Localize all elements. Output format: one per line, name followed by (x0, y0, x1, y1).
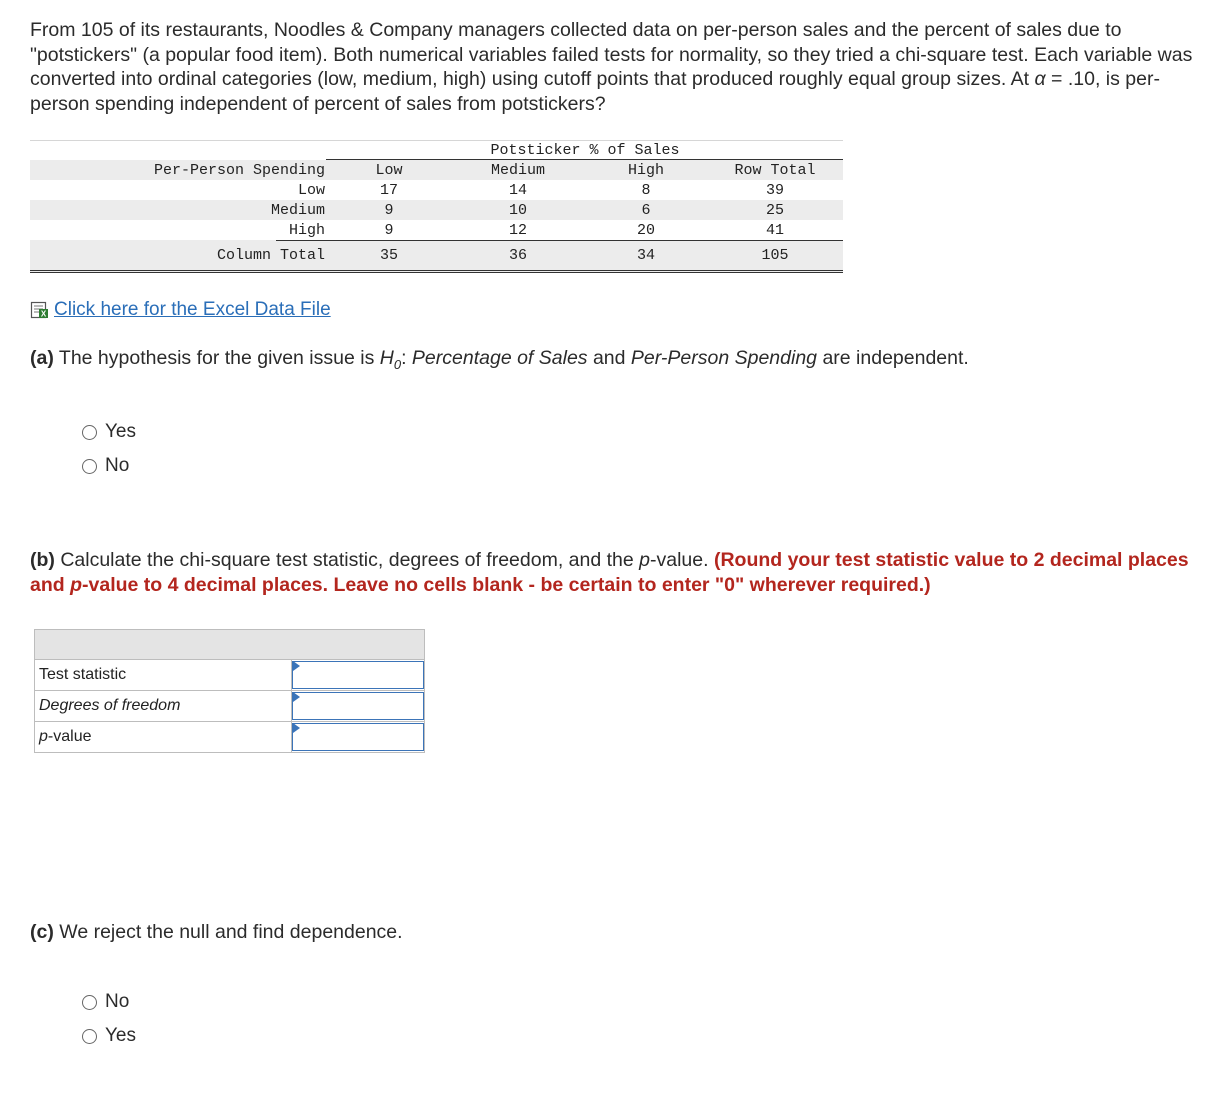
variable-2: Per-Person Spending (630, 347, 818, 369)
table-group-header-row (30, 140, 843, 160)
input-flag-icon (293, 723, 300, 733)
part-b-text-1: Calculate the chi-square test statistic, degrees of freedom, and the (54, 549, 640, 571)
answer-table (34, 629, 425, 753)
table-top-divider (30, 140, 843, 141)
total-rule-2 (30, 272, 843, 273)
test-statistic-input[interactable] (292, 661, 424, 689)
table-cell: 36 (508, 247, 527, 264)
degrees-of-freedom-input[interactable] (292, 692, 424, 720)
answer-row-p-value (35, 722, 425, 753)
table-cell: 41 (765, 222, 784, 239)
part-a-option-no[interactable] (82, 455, 129, 477)
variable-1: Percentage of Sales (411, 347, 588, 369)
colon: : (401, 347, 412, 369)
warn-text-2: -value to 4 decimal places. Leave no cells blank - be certain to enter "0" wherever required.) (82, 573, 931, 596)
col-header-row-total: Row Total (734, 162, 816, 179)
warn-p-symbol: p (70, 573, 83, 596)
total-rule-1 (30, 270, 843, 271)
part-a-text-1: The hypothesis for the given issue is (53, 347, 380, 369)
table-cell: 8 (641, 182, 651, 199)
table-cell: 10 (508, 202, 527, 219)
p-label-symbol: p (39, 728, 48, 745)
body-bottom-rule (276, 240, 843, 241)
option-label: Yes (105, 1025, 136, 1046)
row-label: High (288, 222, 325, 239)
contingency-table (30, 140, 843, 272)
input-cell (292, 722, 425, 753)
table-total-row (30, 240, 843, 272)
part-c-text: We reject the null and find dependence. (53, 921, 403, 943)
table-cell: 9 (384, 202, 394, 219)
part-c-option-no[interactable] (82, 991, 129, 1013)
col-group-underline (326, 159, 843, 160)
table-row (30, 200, 843, 220)
col-header-medium: Medium (490, 162, 545, 179)
alpha-symbol: α (1034, 68, 1046, 90)
row-label (35, 722, 292, 753)
excel-link-label[interactable]: Click here for the Excel Data File (54, 299, 331, 320)
p-label-rest: -value (47, 728, 92, 745)
excel-file-icon (30, 301, 50, 319)
table-row (30, 180, 843, 200)
answer-row-test-statistic (35, 660, 425, 691)
h-symbol: H (379, 347, 394, 369)
part-a-option-yes[interactable] (82, 421, 136, 443)
row-label: Medium (270, 202, 325, 219)
and-text: and (587, 347, 631, 369)
row-label: Test statistic (35, 660, 292, 691)
radio-button[interactable] (82, 425, 97, 440)
row-label (35, 691, 292, 722)
col-header-high: High (627, 162, 664, 179)
h-subscript: 0 (393, 356, 402, 372)
table-row (30, 220, 843, 240)
part-b-prompt (30, 548, 1200, 597)
part-c-prompt (30, 920, 403, 945)
col-header-low: Low (375, 162, 403, 179)
answer-table-header (35, 630, 425, 660)
header-cell (35, 630, 425, 660)
table-cell: 6 (641, 202, 651, 219)
radio-button[interactable] (82, 995, 97, 1010)
input-cell (292, 691, 425, 722)
option-label: Yes (105, 421, 136, 442)
radio-button[interactable] (82, 1029, 97, 1044)
part-b-text-2: -value. (650, 549, 714, 571)
input-cell (292, 660, 425, 691)
part-a-text-2: are independent. (817, 347, 969, 369)
row-group-title: Per-Person Spending (153, 162, 325, 179)
part-c-tag: (c) (30, 921, 54, 943)
col-group-title: Potsticker % of Sales (490, 142, 680, 159)
table-cell: 25 (765, 202, 784, 219)
table-cell: 34 (636, 247, 655, 264)
input-flag-icon (293, 692, 300, 702)
radio-button[interactable] (82, 459, 97, 474)
row-label: Low (297, 182, 325, 199)
table-cell: 105 (761, 247, 789, 264)
part-a-prompt (30, 346, 969, 377)
part-a-tag: (a) (30, 347, 54, 369)
option-label: No (105, 455, 130, 476)
option-label: No (105, 991, 130, 1012)
part-b-tag: (b) (30, 549, 55, 571)
p-value-input[interactable] (292, 723, 424, 751)
question-intro (30, 18, 1210, 116)
table-cell: 39 (765, 182, 784, 199)
input-flag-icon (293, 661, 300, 671)
table-cell: 35 (379, 247, 398, 264)
intro-text-start: From 105 of its restaurants, Noodles & Company managers collected data on per-person sales and the percent of sales due to "potstickers" (a popular food item). Both numerical variables failed tests for normality, so they tried a chi-square test. Each variable was converted into ordinal categories (low, medium, high) using cutoff points that produced roughly equal group sizes. At (30, 19, 1193, 90)
table-cell: 20 (636, 222, 655, 239)
intro-text-end: = .10, is per-person spending independent of percent of sales from potstickers? (30, 68, 1160, 115)
p-symbol: p (639, 549, 650, 571)
warn-text-1: (Round your test statistic value to 2 decimal places and (30, 549, 1189, 596)
part-c-option-yes[interactable] (82, 1025, 136, 1047)
excel-data-link[interactable] (30, 299, 331, 321)
total-row-label: Column Total (216, 247, 325, 264)
table-cell: 12 (508, 222, 527, 239)
table-header-row (30, 160, 843, 180)
svg-text:X: X (40, 309, 47, 319)
dof-label: Degrees of freedom (39, 697, 181, 714)
table-cell: 9 (384, 222, 394, 239)
table-cell: 14 (508, 182, 527, 199)
table-cell: 17 (379, 182, 398, 199)
answer-row-degrees-of-freedom (35, 691, 425, 722)
